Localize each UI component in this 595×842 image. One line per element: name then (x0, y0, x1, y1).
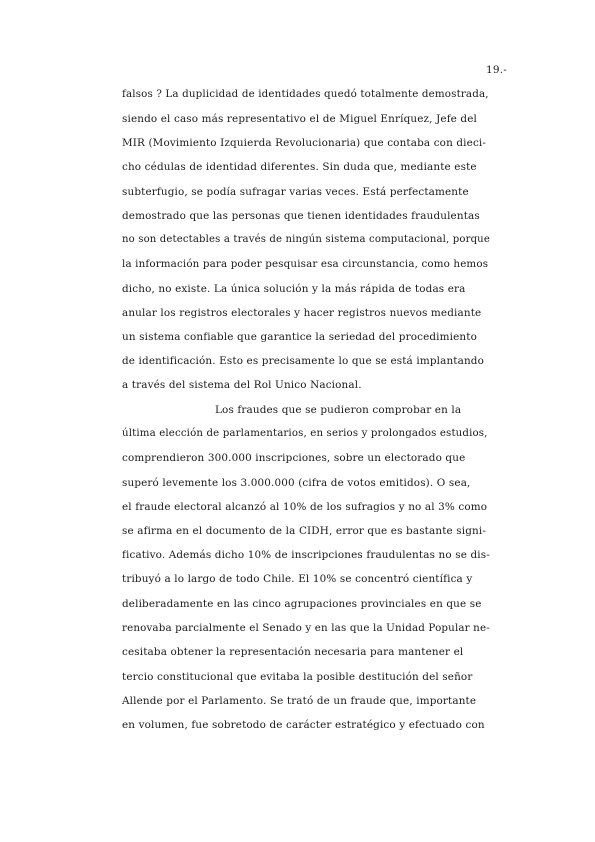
paragraph-2-line-6: se afirma en el documento de la CIDH, error que es bastante signi- (122, 525, 486, 537)
paragraph-1-line-10: anular los registros electorales y hacer registros nuevos mediante (122, 307, 482, 319)
page-number: 19.- (486, 64, 508, 76)
paragraph-1-line-7: no son detectables a través de ningún sistema computacional, porque (122, 234, 490, 245)
paragraph-1-line-6: demostrado que las personas que tienen identidades fraudulentas (122, 210, 480, 222)
paragraph-2-line-5: el fraude electoral alcanzó al 10% de los sufragios y no al 3% como (122, 501, 488, 513)
paragraph-2-line-13: Allende por el Parlamento. Se trató de un fraude que, importante (122, 695, 477, 707)
paragraph-2-line-14: en volumen, fue sobretodo de carácter estratégico y efectuado con (122, 719, 485, 731)
paragraph-1-line-11: un sistema confiable que garantice la seriedad del procedimiento (122, 331, 478, 343)
paragraph-2-line-1: Los fraudes que se pudieron comprobar en la (215, 404, 462, 416)
paragraph-1-line-1: falsos ? La duplicidad de identidades quedó totalmente demostrada, (122, 88, 489, 100)
paragraph-1-line-12: de identificación. Esto es precisamente lo que se está implantando (122, 355, 485, 367)
paragraph-1-line-13: a través del sistema del Rol Unico Nacional. (122, 379, 362, 391)
paragraph-2-line-9: deliberadamente en las cinco agrupaciones provinciales en que se (122, 598, 482, 610)
paragraph-2-line-10: renovaba parcialmente el Senado y en las que la Unidad Popular ne- (122, 622, 490, 634)
paragraph-2-line-4: superó levemente los 3.000.000 (cifra de votos emitidos). O sea, (122, 477, 471, 489)
paragraph-1-line-8: la información para poder pesquisar esa circunstancia, como hemos (122, 258, 489, 270)
paragraph-2-line-8: tribuyó a lo largo de todo Chile. El 10% se concentró científica y (122, 573, 473, 585)
paragraph-2-line-2: última elección de parlamentarios, en serios y prolongados estudios, (122, 428, 488, 439)
paragraph-2-line-3: comprendieron 300.000 inscripciones, sobre un electorado que (122, 452, 466, 464)
paragraph-2-line-11: cesitaba obtener la representación necesaria para mantener el (122, 646, 464, 658)
paragraph-1-line-2: siendo el caso más representativo el de Miguel Enríquez, Jefe del (122, 113, 478, 125)
paragraph-2-line-7: ficativo. Además dicho 10% de inscripciones fraudulentas no se dis- (122, 549, 490, 561)
paragraph-1-line-5: subterfugio, se podía sufragar varias veces. Está perfectamente (122, 186, 469, 198)
paragraph-1-line-3: MIR (Movimiento Izquierda Revolucionaria) que contaba con dieci- (122, 137, 487, 149)
paragraph-2-line-12: tercio constitucional que evitaba la posible destitución del señor (122, 671, 473, 683)
paragraph-1-line-4: cho cédulas de identidad diferentes. Sin duda que, mediante este (122, 161, 477, 173)
paragraph-1-line-9: dicho, no existe. La única solución y la más rápida de todas era (122, 283, 466, 295)
